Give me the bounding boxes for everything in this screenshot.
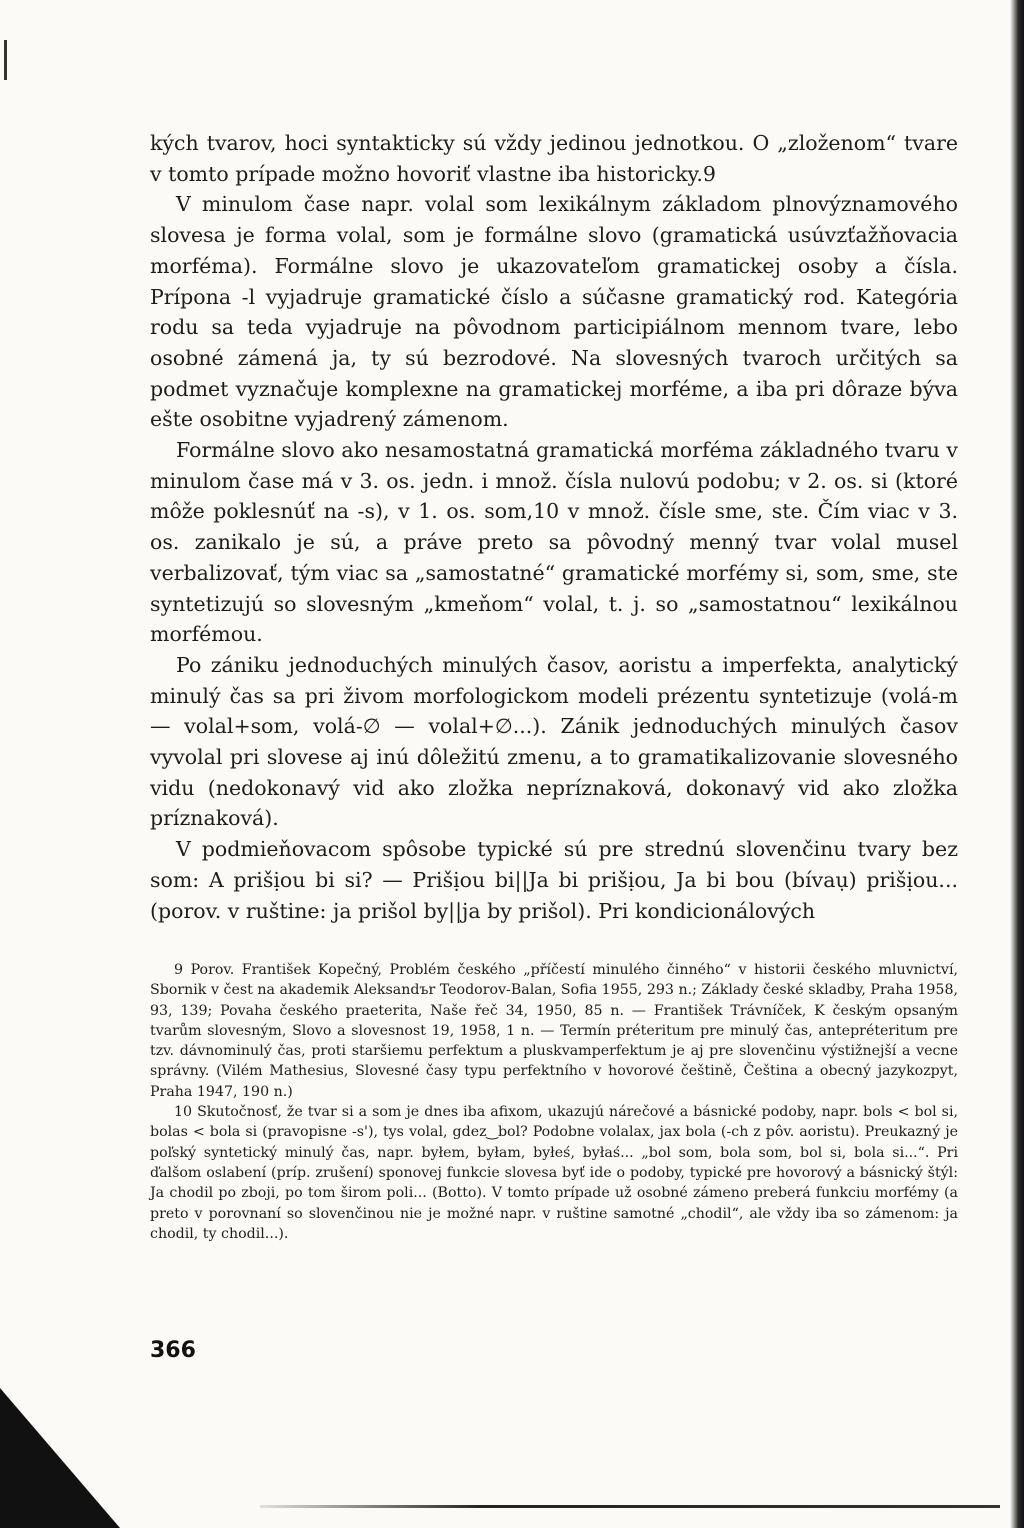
scan-edge-mark [4,40,7,80]
scan-bottom-edge [260,1505,1000,1508]
scan-edge-shadow [1010,0,1024,1528]
main-text [150,128,958,926]
footnotes [150,960,958,1244]
paragraph: V podmieňovacom spôsobe typické sú pre strednú slovenčinu tvary bez som: A prišịou bi si? — Prišịou bi||Ja bi prišịou, Ja bi bou (bívaụ) prišịou... (porov. v ruštine: ja prišol by||ja by prišol). Pri kondicionálových [150,837,958,923]
paragraph: Po zániku jednoduchých minulých časov, aoristu a imperfekta, analytický minulý čas sa pri živom morfologickom modeli prézentu syntetizuje (volá-m — volal+som, volá-∅ — volal+∅...). Zánik jednoduchých minulých časov vyvolal pri slovese aj inú dôležitú zmenu, a to gramatikalizovanie slovesného vidu (nedokonavý vid ako zložka nepríznaková, dokonavý vid ako zložka príznaková). [150,652,958,831]
scan-corner-shadow [0,1388,120,1528]
footnote-9: 9 Porov. František Kopečný, Problém českého „příčestí minulého činného“ v historii českého mluvnictví, Sbornik v čest na akademik Aleksandъr Teodorov-Balan, Sofia 1955, 293 n.; Základy české skladby, Praha 1958, 93, 139; Povaha českého praeterita, Naše řeč 34, 1950, 85 n. — František Trávníček, K českým opsaným tvarům slovesným, Slovo a slovesnost 19, 1958, 1 n. — Termín préteritum pre minulý čas, antepréteritum pre tzv. dávnominulý čas, proti staršiemu perfektum a pluskvamperfektum je aj pre slovenčinu výstižnejší a vecne správny. (Vilém Mathesius, Slovesné časy typu perfektního v hovorové češtině, Čeština a obecný jazykozpyt, Praha 1947, 190 n.) [150,962,958,1100]
paragraph: Formálne slovo ako nesamostatná gramatická morféma základného tvaru v minulom čase má v 3. os. jedn. i množ. čísla nulovú podobu; v 2. os. si (ktoré môže poklesnúť na -s), v 1. os. som,10 v množ. čísle sme, ste. Čím viac v 3. os. zanikalo je sú, a práve preto sa pôvodný menný tvar volal musel verbalizovať, tým viac sa „samostatné“ gramatické morfémy si, som, sme, ste syntetizujú so slovesným „kmeňom“ volal, t. j. so „samostatnou“ lexikálnou morfémou. [150,438,958,647]
footnote-10: 10 Skutočnosť, že tvar si a som je dnes iba afixom, ukazujú nárečové a básnické podoby, napr. bols < bol si, bolas < bola si (pravopisne -s'), tys volal, gdez‿bol? Podobne volalax, jax bola (-ch z pôv. aoristu). Preukazný je poľský syntetický minulý čas, napr. byłem, byłam, byłeś, byłaś... „bol som, bola som, bol si, bola si...“. Pri ďalšom oslabení (príp. zrušení) sponovej funkcie slovesa byť ide o podoby, typické pre hovorový a básnický štýl: Ja chodil po zboji, po tom širom poli... (Botto). V tomto prípade už osobné zámeno preberá funkciu morfémy (a preto v porovnaní so slovenčinou nie je možné napr. v ruštine samotné „chodil“, ale vždy iba so zámenom: ja chodil, ty chodil...). [150,1104,958,1242]
paragraph: V minulom čase napr. volal som lexikálnym základom plnovýznamového slovesa je forma volal, som je formálne slovo (gramatická usúvzťažňovacia morféma). Formálne slovo je ukazovateľom gramatickej osoby a čísla. Prípona -l vyjadruje gramatické číslo a súčasne gramatický rod. Kategória rodu sa teda vyjadruje na pôvodnom participiálnom mennom tvare, lebo osobné zámená ja, ty sú bezrodové. Na slovesných tvaroch určitých sa podmet vyznačuje komplexne na gramatickej morféme, a iba pri dôraze býva ešte osobitne vyjadrený zámenom. [150,192,958,432]
page-number: 366 [150,1338,196,1363]
paragraph: kých tvarov, hoci syntakticky sú vždy jedinou jednotkou. O „zloženom“ tvare v tomto prípade možno hovoriť vlastne iba historicky.9 [150,131,958,186]
